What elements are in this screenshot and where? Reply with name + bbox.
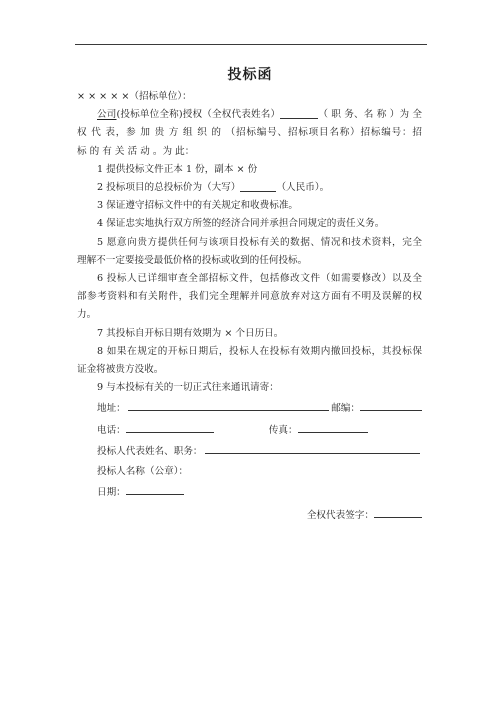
price-blank (240, 180, 276, 192)
intro-line1-end: （ 职 务、名 称 ）为 全 (318, 109, 422, 121)
phone-label: 电话： (97, 424, 126, 436)
item-5-line2: 理解不一定要接受最低价格的投标或收到的任何投标。 (77, 254, 308, 266)
item-8-line1: 8 如果在规定的开标日期后，投标人在投标有效期内撤回投标，其投标保 (97, 345, 422, 357)
item-2-text: 2 投标项目的总投标价为（大写） (97, 182, 241, 194)
item-3: 3 保证遵守招标文件中的有关规定和收费标准。 (97, 200, 299, 212)
header-rule (75, 44, 427, 45)
intro-paragraph (77, 106, 422, 124)
date-field[interactable] (126, 483, 184, 495)
item-7: 7 其投标自开标日期有效期为 × 个日历日。 (97, 327, 284, 339)
item-5-line1: 5 愿意向贵方提供任何与该项目投标有关的数据、情况和技术资料，完全 (97, 236, 422, 248)
intro-line3: 标 的 有 关 活 动 。为 此： (77, 145, 195, 157)
salutation: × × × × ×（招标单位）： (77, 91, 192, 102)
item-2-currency: （人民币）。 (276, 182, 330, 194)
item-1: 1 提供投标文件正本 1 份，副本 × 份 (97, 163, 258, 175)
fax-field[interactable] (298, 421, 368, 433)
address-field[interactable] (128, 399, 329, 411)
company-name: 公司 (97, 109, 117, 121)
bidder-label: 投标人名称（公章）： (97, 466, 189, 478)
item-6-line2: 部参考资料和有关附件，我们完全理解并同意放弃对这方面有不明及误解的权 (77, 291, 422, 303)
date-label: 日期： (97, 487, 126, 499)
letter-body (77, 88, 422, 526)
fax-label: 传真： (268, 424, 298, 436)
item-9: 9 与本投标有关的一切正式往来通讯请寄： (97, 382, 279, 394)
signature-field[interactable] (374, 506, 422, 518)
intro-line2: 权 代 表，参 加 贵 方 组 织 的 （招标编号、招标项目名称）招标编号：招 (77, 127, 422, 139)
postcode-field[interactable] (360, 399, 422, 411)
item-6-line1: 6 投标人已详细审查全部招标文件，包括修改文件（如需要修改）以及全 (97, 273, 422, 285)
signature-label: 全权代表签字： (306, 510, 374, 522)
page-title: 投标函 (227, 67, 273, 83)
intro-line1: (投标单位全称)授权（全权代表姓名） (116, 109, 281, 121)
bidder-row (77, 463, 422, 481)
signature-row (77, 506, 422, 525)
address-row (77, 399, 422, 418)
address-label: 地址： (97, 403, 126, 415)
rep-row (77, 442, 422, 461)
date-row (77, 483, 422, 502)
rep-name-blank (280, 107, 318, 119)
item-6-line3: 力。 (77, 309, 97, 321)
rep-label: 投标人代表姓名、职务： (97, 445, 203, 457)
phone-field[interactable] (126, 421, 214, 433)
item-2 (77, 179, 422, 197)
phone-fax-row (77, 421, 422, 440)
item-4: 4 保证忠实地执行双方所签的经济合同并承担合同规定的责任义务。 (97, 218, 385, 230)
rep-field[interactable] (205, 442, 420, 454)
item-8-line2: 证金将被贵方没收。 (77, 364, 164, 376)
postcode-label: 邮编： (331, 403, 360, 415)
